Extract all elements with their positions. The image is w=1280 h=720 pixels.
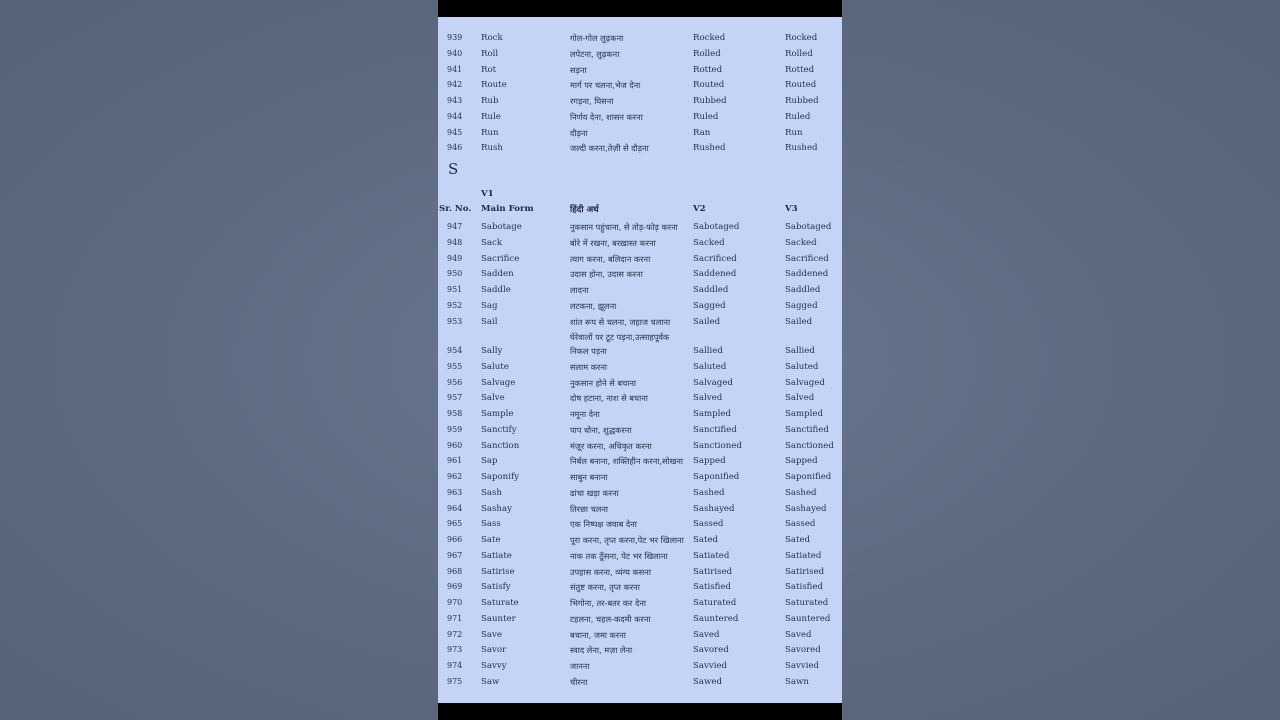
hindi-meaning-cell: भिगोना, तर-बतर कर देना xyxy=(570,598,646,608)
sr-no-cell: 942 xyxy=(447,80,463,90)
v1-cell: Sag xyxy=(481,300,498,311)
v2-cell: Saluted xyxy=(693,361,727,372)
table-row xyxy=(438,314,842,330)
header-sr-no: Sr. No. xyxy=(439,204,472,214)
v3-cell: Satiated xyxy=(785,550,822,561)
v3-cell: Sacrificed xyxy=(785,253,829,264)
sr-no-cell: 972 xyxy=(447,629,463,639)
header-main-form: Main Form xyxy=(481,204,534,214)
hindi-meaning-cell: गोल-गोल लुढ़कना xyxy=(570,33,624,43)
v2-cell: Sabotaged xyxy=(693,222,740,232)
hindi-meaning-cell: नुकसान पहुंचाना, से तोड़-फोड़ करना xyxy=(570,222,678,232)
v2-cell: Sampled xyxy=(693,409,731,419)
sr-no-cell: 945 xyxy=(447,127,463,137)
v1-cell: Sample xyxy=(481,409,514,419)
sr-no-cell: 958 xyxy=(447,409,463,418)
v3-cell: Savored xyxy=(785,645,821,656)
v1-cell: Saddle xyxy=(481,285,511,295)
v2-cell: Saddened xyxy=(693,269,737,280)
v3-cell: Rocked xyxy=(785,33,818,43)
sr-no-cell: 947 xyxy=(447,222,463,231)
v2-cell: Sauntered xyxy=(693,613,739,624)
v3-cell: Sashayed xyxy=(785,503,827,514)
v3-cell: Saluted xyxy=(785,361,819,372)
v2-cell: Sallied xyxy=(693,346,723,356)
table-row xyxy=(438,219,842,235)
v2-cell: Satirised xyxy=(693,566,733,577)
v2-cell: Sashayed xyxy=(693,503,735,514)
sr-no-cell: 950 xyxy=(447,269,463,279)
v1-cell: Saw xyxy=(481,676,500,687)
table-row xyxy=(438,266,842,282)
v1-cell: Salve xyxy=(481,393,505,404)
table-row xyxy=(438,343,842,359)
v2-cell: Savvied xyxy=(693,661,728,671)
table-row xyxy=(438,579,842,595)
v1-cell: Rock xyxy=(481,33,503,43)
v3-cell: Sacked xyxy=(785,237,817,248)
sr-no-cell: 949 xyxy=(447,253,463,263)
table-row xyxy=(438,674,842,690)
hindi-meaning-cell: त्याग करना, बलिदान करना xyxy=(570,253,651,264)
v1-cell: Salute xyxy=(481,361,509,372)
v2-cell: Sawed xyxy=(693,676,722,687)
sr-no-cell: 940 xyxy=(447,48,463,58)
v2-cell: Sashed xyxy=(693,487,725,498)
v1-cell: Sabotage xyxy=(481,222,522,232)
v1-cell: Run xyxy=(481,127,499,138)
hindi-meaning-cell: ढांचा खड़ा करना xyxy=(570,487,619,498)
v2-cell: Sated xyxy=(693,535,719,545)
table-row xyxy=(438,642,842,658)
table-row xyxy=(438,532,842,548)
hindi-meaning-cell: जल्दी करना,तेज़ी से दौड़ना xyxy=(570,143,649,154)
hindi-meaning-cell: पाप धोना, शुद्धकरना xyxy=(570,424,632,435)
table-row xyxy=(438,595,842,611)
v1-cell: Save xyxy=(481,629,502,640)
v3-cell: Sawn xyxy=(785,676,809,687)
v3-cell: Sapped xyxy=(785,456,818,467)
v2-cell: Sagged xyxy=(693,300,726,311)
sr-no-cell: 953 xyxy=(447,316,463,326)
table-row xyxy=(438,516,842,532)
table-row xyxy=(438,30,842,46)
v2-cell: Sassed xyxy=(693,519,724,530)
sr-no-cell: 939 xyxy=(447,33,463,42)
v1-cell: Sally xyxy=(481,346,503,356)
v2-cell: Ruled xyxy=(693,111,719,122)
v1-cell: Roll xyxy=(481,48,499,59)
v2-cell: Rushed xyxy=(693,143,726,154)
hindi-meaning-cell: दोष हटाना, नाश से बचाना xyxy=(570,393,648,404)
v3-cell: Sated xyxy=(785,535,811,545)
v3-cell: Saddled xyxy=(785,285,821,295)
table-row xyxy=(438,109,842,125)
hindi-meaning-cell: साबुन बनाना xyxy=(570,472,608,482)
hindi-meaning-cell: नुकसान होने से बचाना xyxy=(570,377,637,388)
v3-cell: Rolled xyxy=(785,48,813,59)
v2-cell: Rolled xyxy=(693,48,721,59)
sr-no-cell: 974 xyxy=(447,661,463,670)
hindi-meaning-cell: सड़ना xyxy=(570,64,587,75)
v2-cell: Sanctioned xyxy=(693,440,742,451)
header-v1: V1 xyxy=(481,189,494,199)
sr-no-cell: 955 xyxy=(447,361,463,371)
sr-no-cell: 951 xyxy=(447,285,463,294)
sr-no-cell: 964 xyxy=(447,503,463,513)
v2-cell: Routed xyxy=(693,80,725,91)
v2-cell: Rotted xyxy=(693,64,723,75)
verb-table-sheet xyxy=(438,17,842,703)
v2-cell: Saddled xyxy=(693,285,729,295)
v1-cell: Sash xyxy=(481,487,502,498)
v1-cell: Sass xyxy=(481,519,501,530)
sr-no-cell: 957 xyxy=(447,393,463,403)
table-row xyxy=(438,46,842,62)
sr-no-cell: 946 xyxy=(447,143,463,153)
table-row xyxy=(438,93,842,109)
v3-cell: Rushed xyxy=(785,143,818,154)
v3-cell: Run xyxy=(785,127,803,138)
sr-no-cell: 959 xyxy=(447,424,463,434)
hindi-meaning-cell: शांत रूप से चलना, जहाज चलाना xyxy=(570,316,671,327)
v2-cell: Satisfied xyxy=(693,582,731,593)
v1-cell: Rule xyxy=(481,111,501,122)
table-row xyxy=(438,359,842,375)
v2-cell: Saved xyxy=(693,629,720,640)
hindi-meaning-cell: नमूना देना xyxy=(570,409,600,419)
table-row xyxy=(438,298,842,314)
table-row xyxy=(438,658,842,674)
hindi-meaning-cell: एक निष्पक्ष जवाब देना xyxy=(570,519,637,530)
hindi-meaning-cell: तिरछा चलना xyxy=(570,503,609,514)
v1-cell: Saunter xyxy=(481,613,516,624)
v1-cell: Saturate xyxy=(481,598,519,608)
v3-cell: Saved xyxy=(785,629,812,640)
v3-cell: Sanctioned xyxy=(785,440,834,451)
v3-cell: Sauntered xyxy=(785,613,831,624)
v1-cell: Rub xyxy=(481,96,499,106)
table-row xyxy=(438,453,842,469)
hindi-meaning-cell: सलाम करना xyxy=(570,361,608,372)
sr-no-cell: 961 xyxy=(447,456,463,466)
v1-cell: Saponify xyxy=(481,472,520,482)
hindi-meaning-cell: मार्ग पर चलना,भेज देना xyxy=(570,80,641,91)
header-v2: V2 xyxy=(693,204,706,214)
v1-cell: Savvy xyxy=(481,661,507,671)
hindi-meaning-cell: निर्णय देना, शासन करना xyxy=(570,111,643,122)
v1-cell: Rot xyxy=(481,64,497,75)
v3-cell: Satirised xyxy=(785,566,825,577)
v3-cell: Sallied xyxy=(785,346,815,356)
v2-cell: Rubbed xyxy=(693,96,727,106)
header-v3: V3 xyxy=(785,204,798,214)
hindi-meaning-cell: निकल पड़ना xyxy=(570,346,607,356)
hindi-meaning-cell: लादना xyxy=(570,285,589,295)
v2-cell: Salved xyxy=(693,393,723,404)
v3-cell: Salved xyxy=(785,393,815,404)
table-row xyxy=(438,548,842,564)
hindi-meaning-cell: बचाना, जमा करना xyxy=(570,629,626,640)
sr-no-cell: 941 xyxy=(447,64,463,74)
table-row xyxy=(438,469,842,485)
table-row xyxy=(438,390,842,406)
v1-cell: Satisfy xyxy=(481,582,511,593)
hindi-meaning-cell: रगड़ना, घिसना xyxy=(570,96,614,106)
v3-cell: Sagged xyxy=(785,300,818,311)
sally-meaning-line1: घेरेवालों पर टूट पड़ना,उत्साहपूर्वक xyxy=(570,332,670,342)
v3-cell: Salvaged xyxy=(785,377,825,388)
sr-no-cell: 944 xyxy=(447,111,463,121)
sr-no-cell: 956 xyxy=(447,377,463,387)
table-row xyxy=(438,611,842,627)
section-letter: S xyxy=(448,160,459,178)
v2-cell: Salvaged xyxy=(693,377,733,388)
header-hindi: हिंदी अर्थ xyxy=(570,205,599,215)
v2-cell: Savored xyxy=(693,645,729,656)
sr-no-cell: 962 xyxy=(447,472,463,481)
v2-cell: Ran xyxy=(693,127,711,138)
v1-cell: Sate xyxy=(481,535,501,545)
hindi-meaning-cell: नाक तक ठूँसना, पेट भर खिलाना xyxy=(570,550,668,561)
sr-no-cell: 968 xyxy=(447,566,463,576)
v3-cell: Rotted xyxy=(785,64,815,75)
table-row xyxy=(438,501,842,517)
v3-cell: Sassed xyxy=(785,519,816,530)
hindi-meaning-cell: संतुष्ट करना, तृप्त करना xyxy=(570,582,640,593)
table-row xyxy=(438,564,842,580)
v1-cell: Sap xyxy=(481,456,498,467)
table-row xyxy=(438,235,842,251)
hindi-meaning-cell: टहलना, चहल-कदमी करना xyxy=(570,613,651,624)
v1-cell: Rush xyxy=(481,143,503,154)
v2-cell: Sanctified xyxy=(693,424,737,435)
v1-cell: Sanctify xyxy=(481,424,517,435)
hindi-meaning-cell: निर्बल बनाना, शक्तिहीन करना,सोखना xyxy=(570,456,683,467)
table-row xyxy=(438,485,842,501)
hindi-meaning-cell: दौड़ना xyxy=(570,127,588,138)
table-row xyxy=(438,282,842,298)
v2-cell: Sacked xyxy=(693,237,725,248)
v3-cell: Sashed xyxy=(785,487,817,498)
sr-no-cell: 967 xyxy=(447,550,463,560)
sr-no-cell: 971 xyxy=(447,613,463,623)
table-row xyxy=(438,140,842,156)
v3-cell: Sailed xyxy=(785,316,813,327)
v1-cell: Sacrifice xyxy=(481,253,520,264)
hindi-meaning-cell: लपेटना, लुढ़कना xyxy=(570,48,620,59)
hindi-meaning-cell: मंज़ूर करना, अधिकृत करना xyxy=(570,440,652,451)
hindi-meaning-cell: स्वाद लेना, मज़ा लेना xyxy=(570,645,633,656)
sr-no-cell: 943 xyxy=(447,96,463,105)
sr-no-cell: 965 xyxy=(447,519,463,529)
sr-no-cell: 973 xyxy=(447,645,463,655)
v3-cell: Saturated xyxy=(785,598,829,608)
v3-cell: Routed xyxy=(785,80,817,91)
v3-cell: Rubbed xyxy=(785,96,819,106)
sr-no-cell: 954 xyxy=(447,346,463,355)
v2-cell: Sapped xyxy=(693,456,726,467)
sr-no-cell: 975 xyxy=(447,676,463,686)
sr-no-cell: 960 xyxy=(447,440,463,450)
v1-cell: Sashay xyxy=(481,503,512,514)
v1-cell: Satiate xyxy=(481,550,512,561)
v1-cell: Sack xyxy=(481,237,503,248)
hindi-meaning-cell: पूरा करना, तृप्त करना,पेट भर खिलाना xyxy=(570,535,684,545)
v3-cell: Sabotaged xyxy=(785,222,832,232)
v2-cell: Rocked xyxy=(693,33,726,43)
table-row xyxy=(438,438,842,454)
hindi-meaning-cell: चीरना xyxy=(570,676,588,687)
v1-cell: Savor xyxy=(481,645,507,656)
hindi-meaning-cell: उदास होना, उदास करना xyxy=(570,269,643,280)
v3-cell: Savvied xyxy=(785,661,820,671)
hindi-meaning-cell: जानना xyxy=(570,661,590,671)
hindi-meaning-cell: लटकना, झूलना xyxy=(570,300,617,311)
v1-cell: Salvage xyxy=(481,377,516,388)
v3-cell: Sanctified xyxy=(785,424,829,435)
sr-no-cell: 966 xyxy=(447,535,463,544)
table-row xyxy=(438,627,842,643)
table-row xyxy=(438,375,842,391)
v2-cell: Satiated xyxy=(693,550,730,561)
sr-no-cell: 969 xyxy=(447,582,463,592)
v3-cell: Saddened xyxy=(785,269,829,280)
sr-no-cell: 963 xyxy=(447,487,463,497)
table-row xyxy=(438,406,842,422)
v2-cell: Sacrificed xyxy=(693,253,737,264)
v3-cell: Satisfied xyxy=(785,582,823,593)
table-row xyxy=(438,62,842,78)
hindi-meaning-cell: बोरे में रखना, बरख़ास्त करना xyxy=(570,237,656,248)
sr-no-cell: 952 xyxy=(447,300,463,310)
v1-cell: Satirise xyxy=(481,566,515,577)
v1-cell: Route xyxy=(481,80,507,91)
v3-cell: Ruled xyxy=(785,111,811,122)
v3-cell: Sampled xyxy=(785,409,823,419)
table-row xyxy=(438,77,842,93)
hindi-meaning-cell: उपहास करना, व्यंग्य कसना xyxy=(570,566,651,577)
table-row xyxy=(438,251,842,267)
sr-no-cell: 970 xyxy=(447,598,463,607)
v2-cell: Saturated xyxy=(693,598,737,608)
v1-cell: Sanction xyxy=(481,440,520,451)
video-frame xyxy=(438,0,842,720)
v2-cell: Sailed xyxy=(693,316,721,327)
table-row xyxy=(438,422,842,438)
v3-cell: Saponified xyxy=(785,472,832,482)
sr-no-cell: 948 xyxy=(447,237,463,247)
v1-cell: Sail xyxy=(481,316,498,327)
v1-cell: Sadden xyxy=(481,269,514,280)
table-row xyxy=(438,125,842,141)
v2-cell: Saponified xyxy=(693,472,740,482)
